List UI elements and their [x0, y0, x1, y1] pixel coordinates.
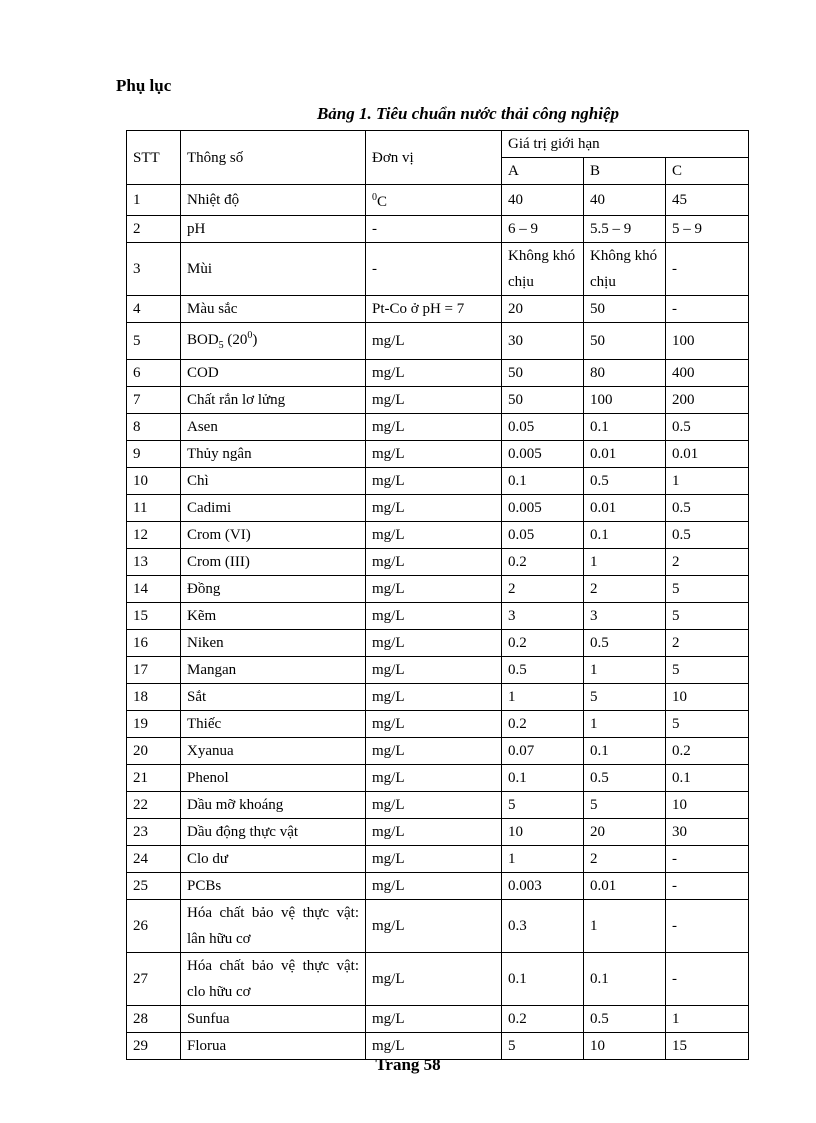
cell-b: 5 [584, 792, 666, 819]
cell-a: 0.2 [502, 630, 584, 657]
cell-unit: mg/L [366, 387, 502, 414]
cell-c: 5 – 9 [666, 216, 749, 243]
cell-a: 0.2 [502, 1006, 584, 1033]
cell-stt: 26 [127, 900, 181, 953]
cell-param: Cadimi [181, 495, 366, 522]
cell-stt: 10 [127, 468, 181, 495]
cell-a: 0.1 [502, 468, 584, 495]
cell-unit: mg/L [366, 765, 502, 792]
cell-b: 50 [584, 296, 666, 323]
header-param: Thông số [181, 131, 366, 185]
cell-a: Không khó chịu [502, 243, 584, 296]
cell-param: Chì [181, 468, 366, 495]
table-row [127, 468, 749, 495]
cell-stt: 24 [127, 846, 181, 873]
cell-a: 30 [502, 323, 584, 360]
table-row [127, 323, 749, 360]
cell-a: 1 [502, 846, 584, 873]
cell-stt: 23 [127, 819, 181, 846]
cell-stt: 13 [127, 549, 181, 576]
table-row [127, 953, 749, 1006]
cell-unit: mg/L [366, 684, 502, 711]
cell-stt: 27 [127, 953, 181, 1006]
cell-c: - [666, 900, 749, 953]
cell-stt: 6 [127, 360, 181, 387]
cell-b: 2 [584, 846, 666, 873]
cell-stt: 5 [127, 323, 181, 360]
cell-a: 50 [502, 360, 584, 387]
cell-b: 1 [584, 711, 666, 738]
cell-c: - [666, 953, 749, 1006]
cell-b: 0.1 [584, 414, 666, 441]
cell-c: 5 [666, 603, 749, 630]
cell-c: - [666, 296, 749, 323]
cell-stt: 14 [127, 576, 181, 603]
cell-c: 2 [666, 630, 749, 657]
table-row [127, 738, 749, 765]
cell-param: Sắt [181, 684, 366, 711]
cell-a: 0.1 [502, 953, 584, 1006]
cell-a: 0.005 [502, 495, 584, 522]
cell-a: 0.05 [502, 414, 584, 441]
cell-stt: 22 [127, 792, 181, 819]
cell-b: 20 [584, 819, 666, 846]
cell-a: 40 [502, 185, 584, 216]
cell-param: Crom (VI) [181, 522, 366, 549]
cell-a: 0.2 [502, 549, 584, 576]
cell-c: 10 [666, 792, 749, 819]
cell-a: 5 [502, 792, 584, 819]
cell-b: 40 [584, 185, 666, 216]
header-unit: Đơn vị [366, 131, 502, 185]
cell-c: 45 [666, 185, 749, 216]
cell-b: 3 [584, 603, 666, 630]
cell-b: 10 [584, 1033, 666, 1060]
cell-unit: mg/L [366, 953, 502, 1006]
cell-a: 0.003 [502, 873, 584, 900]
header-a: A [502, 158, 584, 185]
cell-c: 0.1 [666, 765, 749, 792]
header-limit: Giá trị giới hạn [502, 131, 749, 158]
cell-param: Dầu động thực vật [181, 819, 366, 846]
cell-a: 0.3 [502, 900, 584, 953]
cell-param: Clo dư [181, 846, 366, 873]
cell-param: Dầu mỡ khoáng [181, 792, 366, 819]
cell-stt: 25 [127, 873, 181, 900]
cell-stt: 1 [127, 185, 181, 216]
table-row [127, 576, 749, 603]
cell-unit: mg/L [366, 792, 502, 819]
table-row [127, 792, 749, 819]
cell-unit: mg/L [366, 360, 502, 387]
cell-a: 0.05 [502, 522, 584, 549]
cell-param: Thiếc [181, 711, 366, 738]
cell-param: Đồng [181, 576, 366, 603]
cell-a: 0.005 [502, 441, 584, 468]
cell-a: 10 [502, 819, 584, 846]
wastewater-standards-table [126, 130, 749, 1060]
cell-b: 1 [584, 549, 666, 576]
table-row [127, 819, 749, 846]
cell-c: 5 [666, 657, 749, 684]
cell-c: 5 [666, 711, 749, 738]
cell-param: Thủy ngân [181, 441, 366, 468]
cell-unit: mg/L [366, 1006, 502, 1033]
cell-param: Florua [181, 1033, 366, 1060]
cell-unit: mg/L [366, 846, 502, 873]
cell-c: 1 [666, 468, 749, 495]
table-row [127, 603, 749, 630]
cell-stt: 20 [127, 738, 181, 765]
table-row [127, 549, 749, 576]
cell-param: Crom (III) [181, 549, 366, 576]
cell-c: 0.2 [666, 738, 749, 765]
table-row [127, 243, 749, 296]
cell-c: - [666, 243, 749, 296]
cell-b: 100 [584, 387, 666, 414]
cell-stt: 15 [127, 603, 181, 630]
cell-b: 0.01 [584, 873, 666, 900]
cell-unit: - [366, 243, 502, 296]
table-row [127, 522, 749, 549]
cell-unit: $^0$C [366, 185, 502, 216]
cell-stt: 4 [127, 296, 181, 323]
cell-param: Sunfua [181, 1006, 366, 1033]
cell-param: Màu sắc [181, 296, 366, 323]
cell-b: 0.01 [584, 495, 666, 522]
cell-unit: mg/L [366, 1033, 502, 1060]
table-row [127, 414, 749, 441]
table-row [127, 657, 749, 684]
cell-unit: mg/L [366, 414, 502, 441]
cell-c: 15 [666, 1033, 749, 1060]
cell-b: 50 [584, 323, 666, 360]
cell-param: COD [181, 360, 366, 387]
cell-c: 100 [666, 323, 749, 360]
cell-b: Không khó chịu [584, 243, 666, 296]
cell-a: 50 [502, 387, 584, 414]
table-row [127, 216, 749, 243]
cell-unit: - [366, 216, 502, 243]
cell-a: 0.2 [502, 711, 584, 738]
cell-param: PCBs [181, 873, 366, 900]
cell-param: Asen [181, 414, 366, 441]
table-row [127, 846, 749, 873]
cell-unit: mg/L [366, 549, 502, 576]
cell-a: 0.07 [502, 738, 584, 765]
table-row [127, 387, 749, 414]
cell-a: 0.1 [502, 765, 584, 792]
page-number: Trang 58 [375, 1055, 441, 1074]
table-row [127, 873, 749, 900]
header-b: B [584, 158, 666, 185]
cell-b: 0.1 [584, 738, 666, 765]
cell-c: 5 [666, 576, 749, 603]
cell-unit: mg/L [366, 738, 502, 765]
cell-a: 6 – 9 [502, 216, 584, 243]
cell-b: 0.1 [584, 953, 666, 1006]
table-row [127, 684, 749, 711]
cell-unit: mg/L [366, 468, 502, 495]
cell-c: 400 [666, 360, 749, 387]
table-row [127, 765, 749, 792]
cell-param: Mùi [181, 243, 366, 296]
cell-stt: 16 [127, 630, 181, 657]
table-row [127, 630, 749, 657]
cell-a: 3 [502, 603, 584, 630]
cell-stt: 8 [127, 414, 181, 441]
cell-stt: 7 [127, 387, 181, 414]
cell-c: 0.01 [666, 441, 749, 468]
cell-stt: 12 [127, 522, 181, 549]
cell-param: Chất rắn lơ lửng [181, 387, 366, 414]
cell-c: 0.5 [666, 414, 749, 441]
table-body [127, 185, 749, 1060]
cell-b: 0.5 [584, 765, 666, 792]
cell-unit: mg/L [366, 495, 502, 522]
cell-unit: mg/L [366, 819, 502, 846]
table-row [127, 711, 749, 738]
cell-a: 20 [502, 296, 584, 323]
cell-param: pH [181, 216, 366, 243]
cell-stt: 17 [127, 657, 181, 684]
cell-b: 0.01 [584, 441, 666, 468]
cell-stt: 2 [127, 216, 181, 243]
cell-a: 0.5 [502, 657, 584, 684]
cell-stt: 11 [127, 495, 181, 522]
cell-b: 1 [584, 900, 666, 953]
cell-b: 0.5 [584, 468, 666, 495]
cell-stt: 21 [127, 765, 181, 792]
cell-param: Xyanua [181, 738, 366, 765]
cell-param: $BOD_5$ $(20^0)$ [181, 323, 366, 360]
cell-a: 1 [502, 684, 584, 711]
cell-param: Kẽm [181, 603, 366, 630]
cell-unit: mg/L [366, 576, 502, 603]
cell-unit: mg/L [366, 522, 502, 549]
table-row [127, 441, 749, 468]
cell-unit: mg/L [366, 323, 502, 360]
cell-b: 0.1 [584, 522, 666, 549]
header-c: C [666, 158, 749, 185]
cell-param: Hóa chất bảo vệ thực vật: clo hữu cơ [181, 953, 366, 1006]
header-stt: STT [127, 131, 181, 185]
table-row [127, 495, 749, 522]
cell-unit: mg/L [366, 711, 502, 738]
cell-unit: mg/L [366, 441, 502, 468]
table-caption: Bảng 1. Tiêu chuẩn nước thải công nghiệp [316, 104, 620, 123]
cell-c: 0.5 [666, 495, 749, 522]
table-row [127, 296, 749, 323]
cell-param: Niken [181, 630, 366, 657]
cell-param: Mangan [181, 657, 366, 684]
cell-b: 5 [584, 684, 666, 711]
cell-c: 200 [666, 387, 749, 414]
cell-stt: 29 [127, 1033, 181, 1060]
cell-a: 5 [502, 1033, 584, 1060]
cell-stt: 18 [127, 684, 181, 711]
cell-stt: 3 [127, 243, 181, 296]
cell-unit: Pt-Co ở pH = 7 [366, 296, 502, 323]
cell-unit: mg/L [366, 873, 502, 900]
cell-c: - [666, 846, 749, 873]
cell-param: Nhiệt độ [181, 185, 366, 216]
cell-c: 30 [666, 819, 749, 846]
cell-b: 1 [584, 657, 666, 684]
cell-unit: mg/L [366, 630, 502, 657]
cell-b: 5.5 – 9 [584, 216, 666, 243]
cell-param: Phenol [181, 765, 366, 792]
cell-unit: mg/L [366, 900, 502, 953]
cell-unit: mg/L [366, 603, 502, 630]
cell-c: 0.5 [666, 522, 749, 549]
cell-stt: 19 [127, 711, 181, 738]
cell-stt: 9 [127, 441, 181, 468]
table-row [127, 1006, 749, 1033]
cell-b: 0.5 [584, 630, 666, 657]
cell-param: Hóa chất bảo vệ thực vật: lân hữu cơ [181, 900, 366, 953]
cell-b: 0.5 [584, 1006, 666, 1033]
cell-b: 80 [584, 360, 666, 387]
cell-a: 2 [502, 576, 584, 603]
table-row [127, 185, 749, 216]
cell-b: 2 [584, 576, 666, 603]
cell-c: 1 [666, 1006, 749, 1033]
appendix-heading: Phụ lục [116, 76, 172, 95]
cell-stt: 28 [127, 1006, 181, 1033]
table-row [127, 360, 749, 387]
cell-unit: mg/L [366, 657, 502, 684]
cell-c: 10 [666, 684, 749, 711]
cell-c: 2 [666, 549, 749, 576]
cell-c: - [666, 873, 749, 900]
table-row [127, 900, 749, 953]
